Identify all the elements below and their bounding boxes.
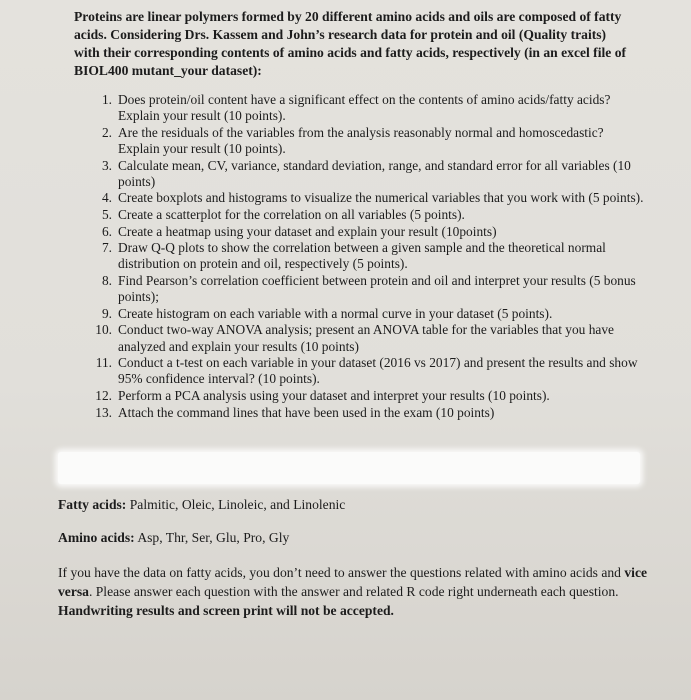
question-number: 3. [101,157,112,173]
question-text: Conduct a t-test on each variable in your dataset (2016 vs 2017) and present the results and show 95% confidence interval? (10 points). [118,355,638,387]
question-item [88,190,648,206]
question-item [88,306,648,322]
question-text: Conduct two-way ANOVA analysis; present an ANOVA table for the variables that you have analyzed and explain your results (10 points) [118,322,614,354]
amino-acids-value: Asp, Thr, Ser, Glu, Pro, Gly [137,530,290,545]
instructions-text: . Please answer each question with the answer and related R code right underneath each question. [88,584,619,599]
fatty-acids-label: Fatty acids: [58,497,127,512]
question-text: Create a heatmap using your dataset and explain your result (10points) [118,223,497,239]
question-number: 4. [101,190,112,206]
question-item [88,224,648,240]
question-item [88,125,648,157]
question-text: Attach the command lines that have been used in the exam (10 points) [118,404,495,420]
question-text: Perform a PCA analysis using your dataset and interpret your results (10 points). [118,387,550,403]
question-number: 2. [101,124,112,140]
question-text: Create histogram on each variable with a normal curve in your dataset (5 points). [118,305,553,321]
fatty-acids-value: Palmitic, Oleic, Linoleic, and Linolenic [129,497,346,512]
question-item [88,405,648,421]
question-item [88,388,648,404]
question-item [88,322,648,354]
question-number: 12. [95,387,112,403]
question-item [88,355,648,387]
question-number: 11. [95,355,112,371]
instructions-text: If you have the data on fatty acids, you don’t need to answer the questions related with amino acids and [58,565,625,580]
question-number: 9. [101,305,112,321]
amino-acids-line [58,528,648,547]
question-text: Are the residuals of the variables from the analysis reasonably normal and homoscedastic? Explain your result (10 points). [118,124,604,156]
question-item [88,273,648,305]
question-text: Find Pearson’s correlation coefficient between protein and oil and interpret your results (5 bonus points); [118,272,636,305]
question-text: Does protein/oil content have a significant effect on the contents of amino acids/fatty acids? Explain your result (10 points). [118,92,611,124]
question-text: Create a scatterplot for the correlation on all variables (5 points). [118,206,465,222]
question-number: 10. [95,322,112,338]
question-text: Calculate mean, CV, variance, standard deviation, range, and standard error for all variables (10 points) [118,157,631,189]
question-number: 1. [101,92,112,107]
fatty-acids-line [58,495,648,514]
question-item [88,158,648,190]
question-text: Draw Q-Q plots to show the correlation between a given sample and the theoretical normal distribution on protein and oil, respectively (5 points). [118,240,606,272]
redaction-box [58,452,640,484]
question-item [88,240,648,272]
intro-paragraph: Proteins are linear polymers formed by 20 different amino acids and oils are composed of fatty acids. Considering Drs. Kassem and John’s research data for protein and oil (Quality traits) with their corresponding contents of amino acids and fatty acids, respectively (in an excel file of BIOL400 mutant_your dataset): [74,9,627,78]
question-number: 5. [101,206,112,222]
question-number: 7. [101,240,112,256]
instructions-warning: Handwriting results and screen print will not be accepted. [58,603,394,618]
amino-acids-label: Amino acids: [58,530,135,545]
instructions-emphasis: vice versa [58,565,648,599]
question-item [88,92,648,124]
question-item [88,207,648,223]
question-number: 6. [101,223,112,239]
question-number: 8. [101,272,112,288]
question-list [88,92,648,421]
question-number: 13. [95,404,112,420]
instructions-paragraph [58,563,648,620]
question-text: Create boxplots and histograms to visualize the numerical variables that you work with (5 points). [118,190,644,206]
